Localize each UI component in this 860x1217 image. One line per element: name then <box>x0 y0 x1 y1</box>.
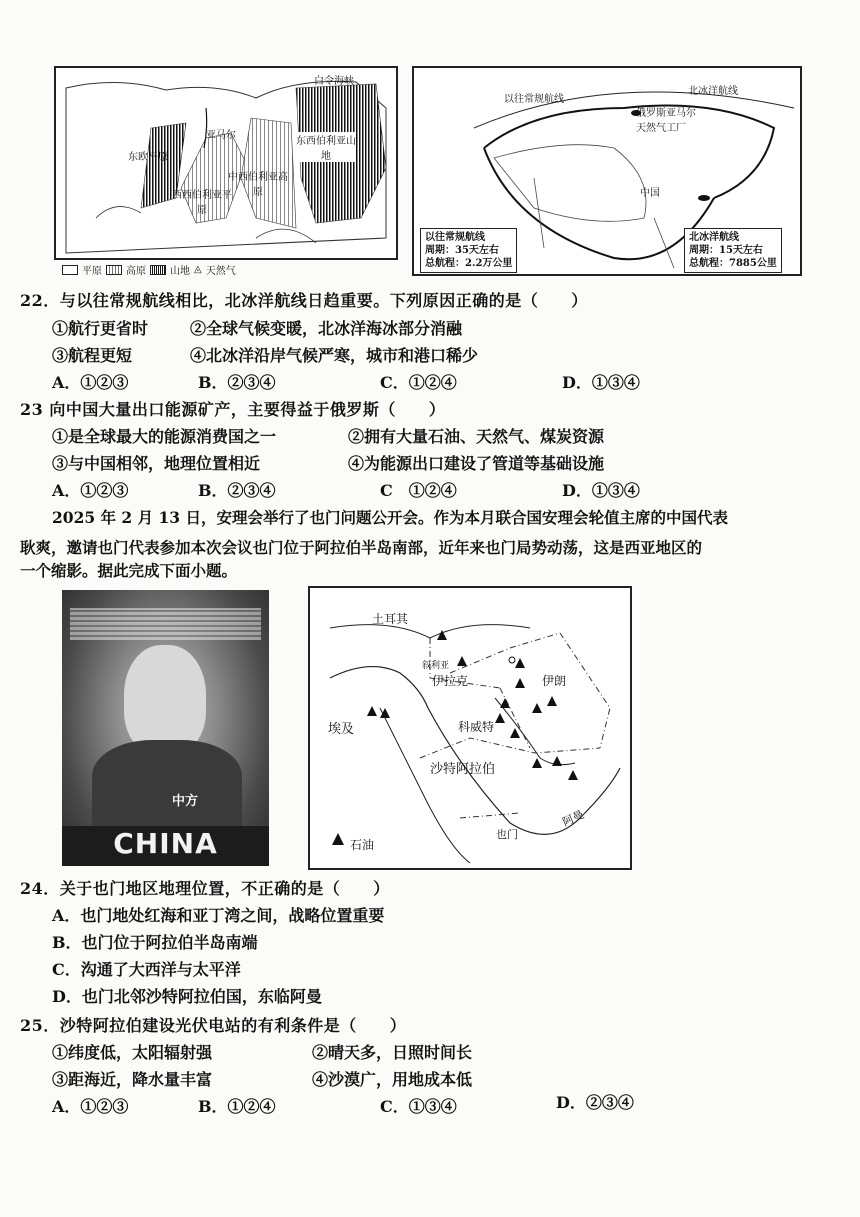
legend-plain-swatch <box>62 265 78 275</box>
label-saudi: 沙特阿拉伯 <box>430 762 496 777</box>
normal-route-title: 以往常规航线 <box>425 232 485 243</box>
news-photo <box>62 590 269 866</box>
label-yamal-gas: 俄罗斯亚马尔天然气工厂 <box>636 108 696 134</box>
legend-mountain: 山地 <box>170 266 190 277</box>
photo-person-head <box>124 645 206 755</box>
legend-mountain-swatch <box>150 265 166 275</box>
q25-stem: 25．沙特阿拉伯建设光伏电站的有利条件是（ ） <box>20 1016 407 1035</box>
passage-line-3: 一个缩影。据此完成下面小题。 <box>20 561 238 580</box>
label-china: 中国 <box>640 188 660 199</box>
q23-statement-3: ③与中国相邻，地理位置相近 <box>52 454 261 473</box>
label-yamal: 亚马尔 <box>206 130 236 141</box>
q22-statement-4: ④北冰洋沿岸气候严寒，城市和港口稀少 <box>190 346 479 365</box>
q23-option-c[interactable]: C ①②④ <box>380 481 457 500</box>
q25-option-a[interactable]: A．①②③ <box>52 1097 129 1116</box>
label-oman: 阿曼 <box>560 807 586 829</box>
q25-statement-4: ④沙漠广，用地成本低 <box>312 1070 473 1089</box>
q22-statement-2: ②全球气候变暖，北冰洋海冰部分消融 <box>190 319 463 338</box>
label-normal-route: 以往常规航线 <box>504 94 564 105</box>
q22-stem: 22．与以往常规航线相比，北冰洋航线日趋重要。下列原因正确的是（ ） <box>20 291 588 310</box>
q23-statement-4: ④为能源出口建设了管道等基础设施 <box>348 454 605 473</box>
label-iraq: 伊拉克 <box>432 674 469 688</box>
label-iran: 伊朗 <box>542 674 567 688</box>
label-turkey: 土耳其 <box>372 612 409 626</box>
legend-gas: 天然气 <box>205 266 236 277</box>
russia-terrain-map-drawing <box>56 68 396 258</box>
normal-route-period: 周期：35天左右 <box>425 245 499 256</box>
q22-statement-1: ①航行更省时 <box>52 319 149 338</box>
photo-person-body <box>92 740 242 830</box>
q24-option-a[interactable]: A．也门地处红海和亚丁湾之间，战略位置重要 <box>52 906 385 925</box>
legend-plateau-swatch <box>106 265 122 275</box>
q25-option-c[interactable]: C．①③④ <box>380 1097 457 1116</box>
q22-option-c[interactable]: C．①②④ <box>380 373 457 392</box>
northern-route-title: 北冰洋航线 <box>689 232 739 243</box>
q25-statement-2: ②晴天多，日照时间长 <box>312 1043 473 1062</box>
label-east-european: 东欧平原 <box>128 152 168 163</box>
label-west-siberian: 西西伯利亚平原 <box>172 190 232 216</box>
label-syria: 叙利亚 <box>422 661 450 671</box>
q23-option-d[interactable]: D．①③④ <box>562 481 640 500</box>
legend-plain: 平原 <box>82 266 102 277</box>
russia-terrain-map <box>54 66 398 260</box>
legend-oil: 石油 <box>350 838 375 852</box>
northern-route-distance: 总航程：7885公里 <box>689 258 777 269</box>
normal-route-info-box <box>420 228 517 273</box>
q24-option-c[interactable]: C．沟通了大西洋与太平洋 <box>52 960 241 979</box>
q25-option-b[interactable]: B．①②④ <box>198 1097 276 1116</box>
q22-statement-3: ③航程更短 <box>52 346 133 365</box>
legend-plateau: 高原 <box>126 266 146 277</box>
q22-option-d[interactable]: D．①③④ <box>562 373 640 392</box>
q22-option-b[interactable]: B．②③④ <box>198 373 276 392</box>
q23-statement-1: ①是全球最大的能源消费国之一 <box>52 427 277 446</box>
label-central-siberian: 中西伯利亚高原 <box>228 172 288 198</box>
q22-option-a[interactable]: A．①②③ <box>52 373 129 392</box>
label-northern-route: 北冰洋航线 <box>688 86 738 97</box>
passage-line-2: 耿爽，邀请也门代表参加本次会议也门位于阿拉伯半岛南部，近年来也门局势动荡，这是西亚地区的 <box>20 538 703 557</box>
shipping-route-map <box>412 66 802 276</box>
legend-gas-icon: ◬ <box>194 264 202 275</box>
photo-headline-band <box>70 608 261 640</box>
northern-route-period: 周期：15天左右 <box>689 245 763 256</box>
q23-statement-2: ②拥有大量石油、天然气、煤炭资源 <box>348 427 605 446</box>
q25-statement-1: ①纬度低，太阳辐射强 <box>52 1043 213 1062</box>
label-east-siberian: 东西伯利亚山地 <box>296 132 356 162</box>
passage-line-1: 2025 年 2 月 13 日，安理会举行了也门问题公开会。作为本月联合国安理会轮值主席的中国代表 <box>52 508 728 527</box>
label-yemen: 也门 <box>496 828 518 841</box>
photo-china-logo: CHINA <box>113 827 218 860</box>
northern-route-info-box <box>684 228 782 273</box>
q23-stem: 23 向中国大量出口能源矿产，主要得益于俄罗斯（ ） <box>20 400 446 419</box>
q24-option-b[interactable]: B．也门位于阿拉伯半岛南端 <box>52 933 258 952</box>
q23-option-b[interactable]: B．②③④ <box>198 481 276 500</box>
middle-east-map <box>308 586 632 870</box>
q25-statement-3: ③距海近，降水量丰富 <box>52 1070 213 1089</box>
label-kuwait: 科威特 <box>458 720 495 734</box>
normal-route-distance: 总航程：2.2万公里 <box>425 258 513 269</box>
q23-option-a[interactable]: A．①②③ <box>52 481 129 500</box>
q25-option-d[interactable]: D．②③④ <box>556 1093 634 1112</box>
russia-map-legend <box>62 262 236 277</box>
q24-stem: 24．关于也门地区地理位置，不正确的是（ ） <box>20 879 390 898</box>
label-bering: 白令海峡 <box>314 76 354 87</box>
photo-caption: 中方 <box>172 794 199 809</box>
label-egypt: 埃及 <box>328 722 355 737</box>
q24-option-d[interactable]: D．也门北邻沙特阿拉伯国，东临阿曼 <box>52 987 322 1006</box>
